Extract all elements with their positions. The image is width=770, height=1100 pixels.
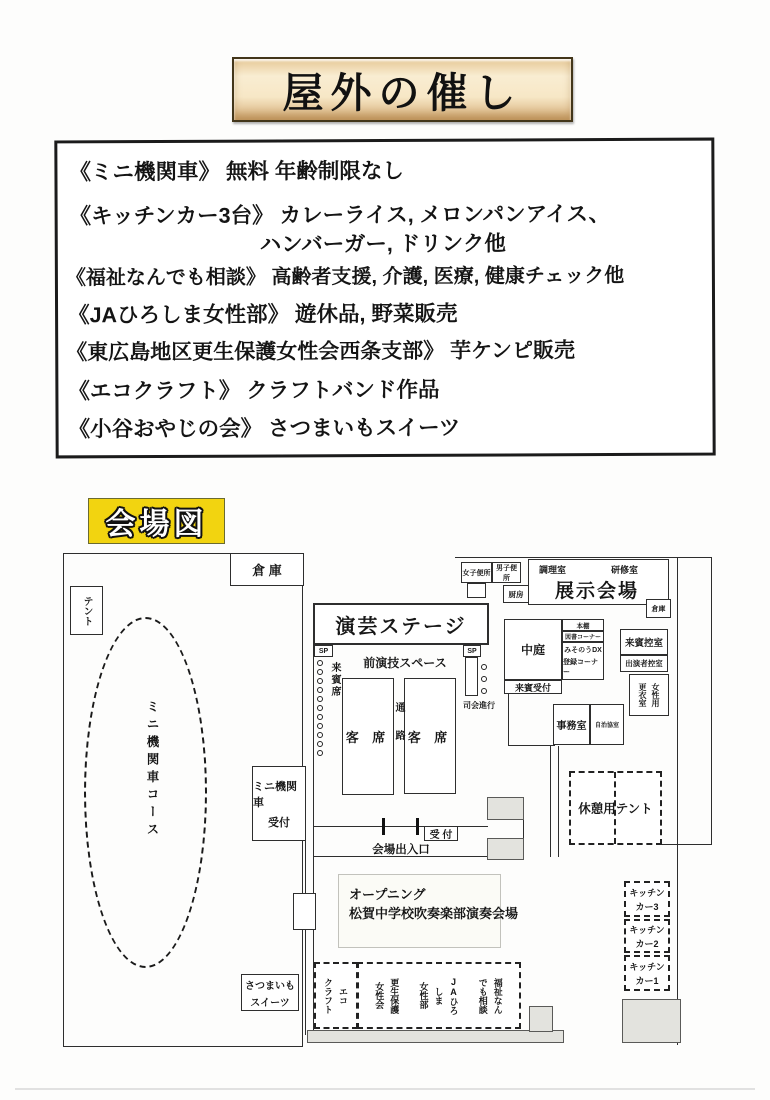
- guest-seat-dots: [317, 660, 323, 756]
- gate-tick: [416, 818, 419, 835]
- exhibition-hall-label: 展示会場: [555, 581, 640, 602]
- kitchen-car-2-booth: [624, 919, 670, 953]
- audience-seats-label: 客 席: [407, 729, 453, 745]
- title-banner: [232, 57, 573, 122]
- info-line: 《小谷おやじの会》 さつまいもスイーツ: [68, 415, 461, 442]
- map-wall: [313, 826, 488, 827]
- council-room: [590, 704, 624, 745]
- ja-col: 女性部: [418, 982, 429, 1009]
- map-section-title: 会場図: [105, 508, 208, 541]
- kitchen-label: 厨房: [508, 589, 524, 599]
- page-title: 屋外の催し: [282, 70, 523, 116]
- speaker-left: [314, 645, 333, 657]
- kousei-col: 女性会: [374, 982, 385, 1009]
- eco-craft-booth: [314, 962, 358, 1029]
- tent-box: [70, 586, 103, 635]
- guest-waiting-room: [620, 629, 668, 655]
- info-line: 《ミニ機関車》 無料 年齢制限なし: [69, 158, 404, 185]
- stage-label: 演芸ステージ: [335, 615, 467, 638]
- opening-line2: 松賀中学校吹奏楽部演奏会場: [349, 906, 519, 921]
- audience-seats-label: 客 席: [345, 730, 391, 745]
- event-info-box: [54, 138, 715, 459]
- scan-edge-line: [15, 1088, 755, 1090]
- opening-line1: オープニング: [349, 887, 426, 902]
- bookshelf-label: 本棚: [576, 622, 590, 630]
- performer-waiting-label: 出演者控室: [625, 659, 663, 668]
- ja-col: JAひろ: [448, 976, 459, 1015]
- kitchen-car-1-booth: [624, 955, 670, 991]
- map-wall: [305, 841, 306, 1035]
- tent-label: テント: [81, 595, 92, 626]
- stage-room: [313, 603, 489, 645]
- guest-reception-room: [504, 680, 562, 694]
- cooking-room-label: 調理室: [539, 565, 567, 575]
- kousei-col: 更生保護: [389, 977, 400, 1014]
- training-room-label: 研修室: [611, 565, 639, 575]
- kitchen-car-3-line2: カー3: [635, 901, 659, 912]
- guest-reception-label: 来賓受付: [514, 682, 551, 693]
- guest-waiting-label: 来賓控室: [624, 638, 663, 649]
- audience-seats-right: [404, 678, 456, 794]
- office-room: [553, 704, 590, 745]
- map-wall: [455, 557, 712, 558]
- womens-changing-room: [629, 674, 669, 716]
- info-line: 《JAひろしま女性部》 遊休品, 野菜販売: [68, 301, 458, 328]
- entrance-label: 会場出入口: [372, 843, 430, 856]
- speaker-right: [463, 645, 481, 657]
- kitchen-car-1-line2: カー1: [635, 975, 659, 986]
- booth-row: [357, 962, 521, 1029]
- courtyard-label: 中庭: [520, 643, 545, 657]
- womens-toilet-label: 女子便所: [462, 569, 491, 577]
- opening-concert-area: [338, 874, 519, 948]
- courtyard-room: [504, 619, 562, 680]
- mini-train-reception: [252, 766, 306, 841]
- mini-train-reception-line1: ミニ機関車: [253, 780, 297, 809]
- info-line: 《福祉なんでも相談》 高齢者支援, 介護, 医療, 健康チェック他: [65, 264, 625, 290]
- map-section-badge: [88, 498, 225, 544]
- rest-tent-label: 休憩用テント: [578, 802, 653, 816]
- info-line: ハンバーガー, ドリンク他: [259, 231, 506, 257]
- welfare-consult-booth: [475, 978, 507, 1014]
- rest-tent-divider: [614, 772, 616, 844]
- front-performance-space-label: 前演技スペース: [363, 655, 447, 670]
- warehouse-label: 倉 庫: [252, 563, 282, 578]
- mc-dots: [481, 664, 487, 694]
- reception-label: 受 付: [429, 830, 453, 841]
- gray-structure: [529, 1006, 553, 1032]
- info-line: 《東広島地区更生保護女性会西条支部》 芋ケンピ販売: [66, 339, 576, 365]
- info-line: 《エコクラフト》 クラフトバンド作品: [68, 377, 440, 404]
- performer-waiting-room: [620, 655, 668, 672]
- council-room-label: 自治協室: [594, 723, 619, 729]
- gray-structure: [487, 797, 524, 820]
- kousei-hogo-booth: [371, 978, 403, 1014]
- mini-train-course-label: ミニ機関車コース: [145, 700, 159, 840]
- eco-craft-label: [320, 978, 352, 1014]
- mc-label: 司会進行: [463, 700, 495, 710]
- sweet-potato-line1: さつまいも: [245, 980, 295, 992]
- gate-tick: [382, 818, 385, 835]
- corridor-box: [293, 893, 316, 930]
- book-corner-room: [562, 631, 604, 642]
- sweet-potato-booth: [241, 974, 299, 1011]
- warehouse-room: [230, 553, 304, 586]
- gray-structure: [487, 838, 524, 860]
- kitchen-car-3-line1: キッチン: [629, 887, 665, 898]
- kitchen-car-3-booth: [624, 881, 670, 917]
- map-wall: [677, 558, 678, 1045]
- kitchen-room: [503, 585, 529, 603]
- fukushi-col: 福祉なん: [492, 977, 503, 1014]
- speaker-label: SP: [467, 647, 477, 655]
- kitchen-car-1-line1: キッチン: [629, 961, 665, 972]
- speaker-label: SP: [318, 647, 329, 655]
- mini-train-reception-line2: 受付: [268, 816, 290, 829]
- mens-toilet-label: 男子便所: [496, 564, 517, 582]
- gray-structure: [622, 999, 681, 1043]
- info-line: 《キッチンカー3台》 カレーライス, メロンパンアイス、: [69, 202, 611, 229]
- storage-small-label: 倉庫: [651, 605, 666, 613]
- kitchen-car-2-line2: カー2: [635, 938, 659, 949]
- map-wall: [508, 745, 555, 746]
- misonou-line2: 登録コーナー: [563, 659, 598, 676]
- audience-seats-left: [342, 678, 394, 795]
- womens-toilet-room: [461, 562, 492, 583]
- aisle-label: 通路: [393, 702, 404, 758]
- office-label: 事務室: [556, 721, 587, 732]
- book-corner-label: 図書コーナー: [564, 635, 601, 641]
- toilet-annex-box: [467, 583, 486, 598]
- mens-toilet-room: [492, 562, 521, 583]
- sweet-potato-line2: スイーツ: [250, 997, 290, 1009]
- map-wall: [662, 844, 711, 845]
- mc-desk: [465, 657, 478, 696]
- misonou-corner-room: [562, 642, 604, 680]
- map-wall: [508, 693, 509, 746]
- gray-structure: [307, 1030, 564, 1043]
- map-wall: [550, 746, 551, 857]
- reception-desk: [424, 826, 458, 841]
- storage-small-room: [646, 599, 671, 618]
- fukushi-col: でも相談: [477, 977, 488, 1014]
- eco-col: クラフト: [323, 977, 333, 1014]
- womens-changing-label: [635, 683, 663, 707]
- map-wall: [711, 558, 712, 845]
- map-wall: [558, 746, 559, 857]
- misonou-line1: みそのうDX: [564, 647, 602, 654]
- eco-col: エコ: [338, 986, 348, 1005]
- kitchen-car-2-line1: キッチン: [629, 924, 665, 935]
- changing-col2: 更衣室: [638, 683, 647, 707]
- guest-seats-label: 来賓席: [329, 662, 340, 698]
- ja-hiroshima-booth: [416, 977, 463, 1015]
- ja-col: しま: [433, 986, 444, 1005]
- bookshelf-room: [562, 619, 604, 631]
- changing-col1: 女性用: [651, 683, 660, 707]
